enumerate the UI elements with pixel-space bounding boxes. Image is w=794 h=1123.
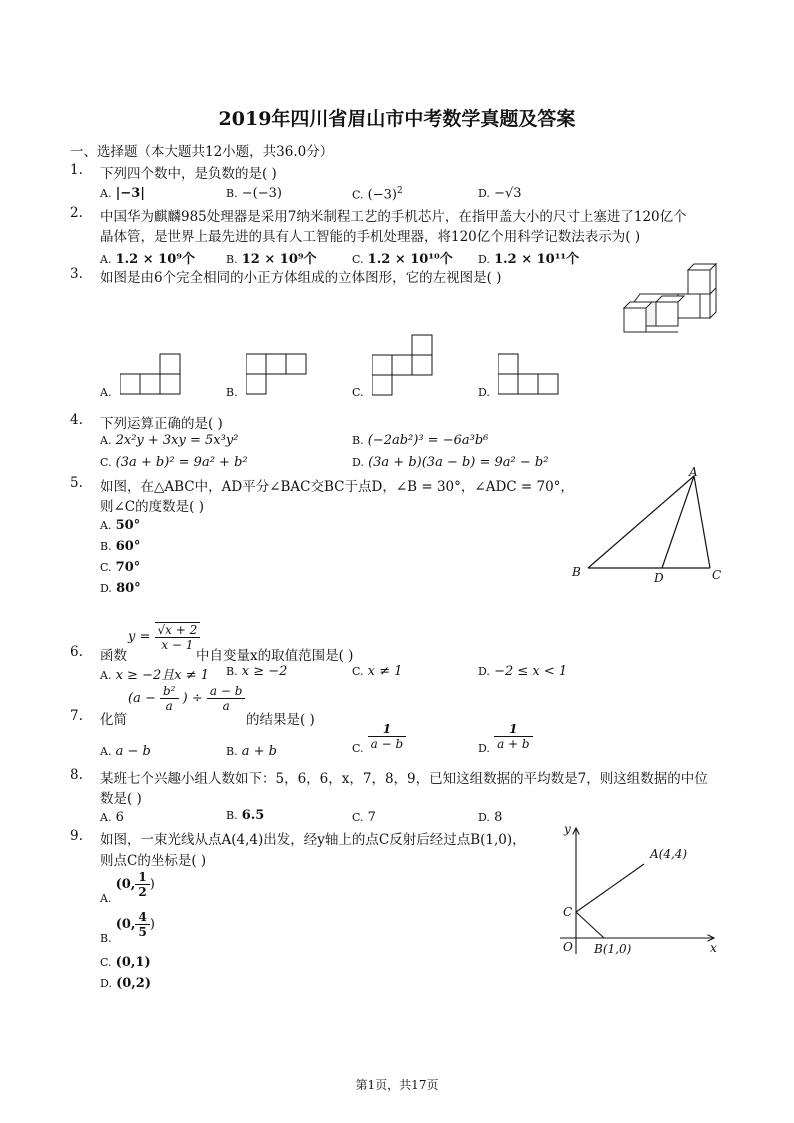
q2-stem-line1: 中国华为麒麟985处理器是采用7纳米制程工艺的手机芯片，在指甲盖大小的尺寸上塞进了120亿个 [100, 209, 687, 225]
q5-triangle-figure [566, 466, 726, 588]
q9-option-a: $_{A.}$ (0, $\frac{1}{2}$ ) [100, 870, 155, 905]
q3-solid-figure [620, 262, 720, 336]
page-footer: 第1页，共17页 [355, 1078, 439, 1092]
q5-label-c: C [712, 568, 722, 582]
q9-option-b: $_{B.}$ (0, $\frac{4}{5}$ ) [100, 910, 155, 945]
q8-option-a: A. 6 [100, 810, 124, 825]
q9-axis-x-label: x [710, 941, 717, 955]
q2-number: 2. [70, 205, 83, 221]
section-heading: 一、选择题（本大题共12小题，共36.0分） [70, 144, 334, 160]
q1-stem: 下列四个数中，是负数的是( ) [100, 166, 277, 182]
q6-option-a: A. x ≥ −2且x ≠ 1 [100, 668, 210, 683]
q5-label-b: B [572, 565, 581, 579]
q9-option-c: C. (0,1) [100, 955, 151, 970]
q5-option-b: B. 60° [100, 539, 141, 554]
q2-stem-line2: 晶体管，是世界上最先进的具有人工智能的手机处理器，将120亿个用科学记数法表示为( ) [100, 229, 641, 245]
q2-option-c: C. 1.2 × 10¹⁰个 [352, 252, 453, 267]
q7-expression: (a − $\frac{\text{b²}}{a}$ ) ÷ $\frac{a - b}{a}$ [128, 684, 245, 713]
q1-option-d: D. −√3 [478, 186, 522, 201]
q7-post: 的结果是( ) [246, 712, 315, 728]
q3-option-d-figure [498, 353, 560, 395]
q7-option-b: B. a + b [226, 744, 277, 759]
q9-axis-y-label: y [564, 822, 571, 836]
q1-option-c: C. $(-3)^2$ [352, 186, 403, 203]
q4-stem: 下列运算正确的是( ) [100, 416, 223, 432]
q2-option-a: A. 1.2 × 10⁹个 [100, 252, 195, 267]
q9-coordinate-figure [556, 820, 726, 960]
q3-option-d-label: D. [478, 386, 490, 399]
q5-number: 5. [70, 475, 83, 491]
q5-option-a: A. 50° [100, 518, 141, 533]
q4-option-c: C. (3a + b)² = 9a² + b² [100, 455, 248, 470]
q5-option-c: C. 70° [100, 560, 141, 575]
q9-number: 9. [70, 828, 83, 844]
q8-option-d: D. 8 [478, 810, 503, 825]
q6-function-expression: y = $\frac{√x + 2}{x - 1}$ [128, 622, 200, 652]
q3-stem: 如图是由6个完全相同的小正方体组成的立体图形，它的左视图是( ) [100, 270, 502, 286]
q6-number: 6. [70, 644, 83, 660]
q8-option-c: C. 7 [352, 810, 376, 825]
q9-point-b-label: B(1,0) [594, 942, 632, 956]
q3-option-b-label: B. [226, 386, 238, 399]
q8-stem-line1: 某班七个兴趣小组人数如下：5，6，6，x，7，8，9，已知这组数据的平均数是7，则这组数据的中位 [100, 771, 708, 787]
q4-option-b: B. (−2ab²)³ = −6a³b⁶ [352, 433, 489, 448]
q9-stem-line2: 则点C的坐标是( ) [100, 853, 207, 869]
q8-stem-line2: 数是( ) [100, 791, 142, 807]
q7-pre: 化简 [100, 712, 127, 728]
page-title: 2019年四川省眉山市中考数学真题及答案 [218, 108, 576, 130]
q3-option-c-label: C. [352, 386, 364, 399]
q6-option-b: B. x ≥ −2 [226, 664, 288, 679]
q3-option-a-figure [120, 353, 182, 395]
q4-option-a: A. 2x²y + 3xy = 5x³y² [100, 433, 239, 448]
q9-origin-label: O [563, 940, 573, 954]
q6-pre: 函数 [100, 648, 127, 664]
q3-option-a-label: A. [100, 386, 112, 399]
q6-option-d: D. −2 ≤ x < 1 [478, 664, 568, 679]
q3-option-b-figure [246, 353, 308, 395]
q9-point-a-label: A(4,4) [650, 847, 688, 861]
q6-option-c: C. x ≠ 1 [352, 664, 403, 679]
q4-option-d: D. (3a + b)(3a − b) = 9a² − b² [352, 455, 549, 470]
q8-option-b: B. 6.5 [226, 808, 265, 823]
q9-point-c-label: C [563, 905, 573, 919]
q5-label-d: D [654, 571, 664, 585]
q7-option-a: A. a − b [100, 744, 151, 759]
q1-number: 1. [70, 162, 83, 178]
q2-option-b: B. 12 × 10⁹个 [226, 252, 317, 267]
q3-number: 3. [70, 266, 83, 282]
q1-option-a: A. |−3| [100, 186, 145, 201]
q8-number: 8. [70, 767, 83, 783]
q7-option-d: $_{D.}$ $\frac{1}{a + b}$ [478, 722, 533, 755]
q5-stem-line2: 则∠C的度数是( ) [100, 499, 204, 515]
q7-number: 7. [70, 708, 83, 724]
q6-post: 中自变量x的取值范围是( ) [196, 648, 354, 664]
q5-option-d: D. 80° [100, 581, 141, 596]
q1-option-b: B. −(−3) [226, 186, 282, 201]
q3-option-c-figure [372, 334, 434, 396]
q2-option-d: D. 1.2 × 10¹¹个 [478, 252, 580, 267]
q5-stem-line1: 如图，在△ABC中，AD平分∠BAC交BC于点D，∠B = 30°，∠ADC = 70°， [100, 479, 574, 495]
q9-option-d: D. (0,2) [100, 976, 151, 991]
q9-stem-line1: 如图，一束光线从点A(4,4)出发，经y轴上的点C反射后经过点B(1,0)， [100, 832, 526, 848]
q5-label-a: A [689, 466, 698, 479]
q4-number: 4. [70, 412, 83, 428]
q7-option-c: $_{C.}$ $\frac{1}{a - b}$ [352, 722, 406, 755]
